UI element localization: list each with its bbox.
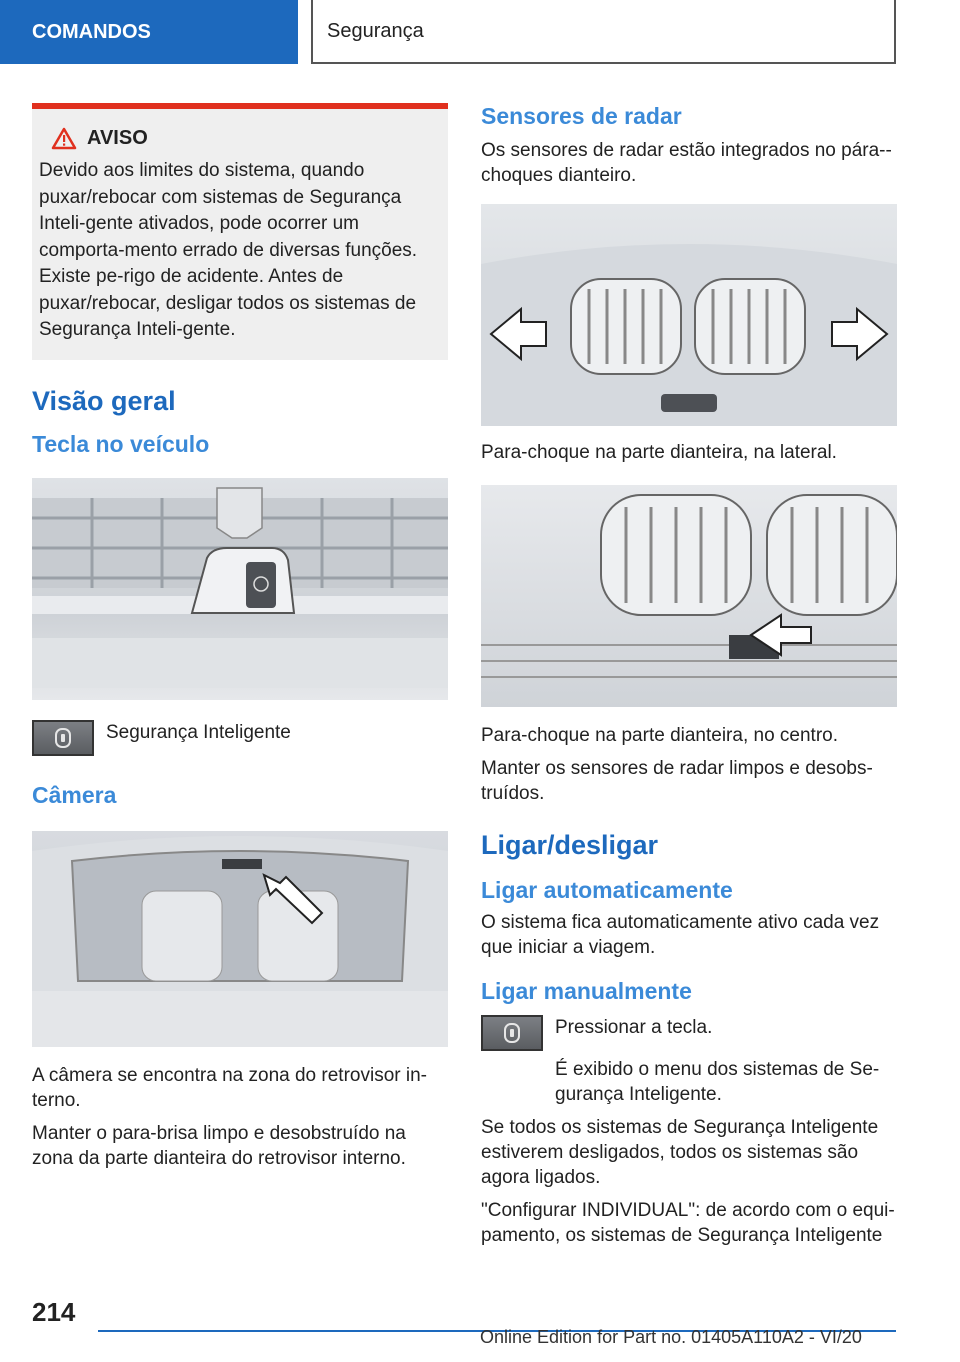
radar-side-image <box>481 204 897 426</box>
heading-auto: Ligar automaticamente <box>481 877 733 903</box>
manual-press-text: Pressionar a tecla. <box>555 1017 713 1038</box>
warning-triangle-icon <box>51 127 77 150</box>
intelligent-safety-button-icon <box>481 1015 543 1051</box>
radar-intro-text: Os sensores de radar estão integrados no pára--choques dianteiro. <box>481 140 892 186</box>
intelligent-safety-button-icon <box>32 720 94 756</box>
radar-center-caption: Para-choque na parte dianteira, no centro. <box>481 725 839 746</box>
heading-manual: Ligar manualmente <box>481 978 692 1004</box>
warning-text: Devido aos limites do sistema, quando puxar/rebocar com sistemas de Segurança Inteli-gente ativados, pode ocorrer um comporta-mento errado de diversas funções. Existe pe-rigo de acidente. Antes de puxar/rebocar, desligar todos os sistemas de Segurança Inteli-gente. <box>39 160 418 340</box>
grille-button-image <box>32 478 448 700</box>
radar-side-caption: Para-choque na parte dianteira, na lateral. <box>481 442 837 463</box>
camera-location-text: A câmera se encontra na zona do retrovisor in-terno. <box>32 1064 427 1111</box>
edition-text: Online Edition for Part no. 01405A110A2 - VI/20 <box>480 1327 862 1347</box>
section-tab <box>0 0 298 64</box>
topic-label: Segurança <box>327 19 424 42</box>
radar-clean-text: Manter os sensores de radar limpos e desobs-truídos. <box>481 758 873 804</box>
manual-key-row <box>481 1015 897 1051</box>
warning-title: AVISO <box>87 127 148 149</box>
button-caption: Segurança Inteligente <box>106 721 291 743</box>
manual-menu-text: É exibido o menu dos sistemas de Se-gurança Inteligente. <box>555 1059 880 1105</box>
heading-camera: Câmera <box>32 781 117 808</box>
warning-box <box>32 103 448 360</box>
radar-center-image <box>481 485 897 707</box>
heading-key: Tecla no veículo <box>32 430 210 457</box>
heading-overview: Visão geral <box>32 385 176 416</box>
left-column <box>32 103 448 1171</box>
right-column <box>481 103 897 1248</box>
heading-on-off: Ligar/desligar <box>481 830 659 860</box>
heading-radar: Sensores de radar <box>481 103 682 129</box>
manual-all-text: Se todos os sistemas de Segurança Inteligente estiverem desligados, todos os sistemas são agora ligados. <box>481 1117 879 1188</box>
topic-tab <box>311 0 896 64</box>
camera-image <box>32 831 448 1047</box>
manual-individual-text: "Configurar INDIVIDUAL": de acordo com o equi-pamento, os sistemas de Segurança Inteligente <box>481 1200 895 1246</box>
smart-safety-key-row <box>32 720 448 756</box>
section-label: COMANDOS <box>32 20 151 43</box>
page-number: 214 <box>32 1297 76 1327</box>
auto-text: O sistema fica automaticamente ativo cada vez que iniciar a viagem. <box>481 912 880 958</box>
camera-clean-text: Manter o para-brisa limpo e desobstruído na zona da parte dianteira do retrovisor interno. <box>32 1122 406 1169</box>
